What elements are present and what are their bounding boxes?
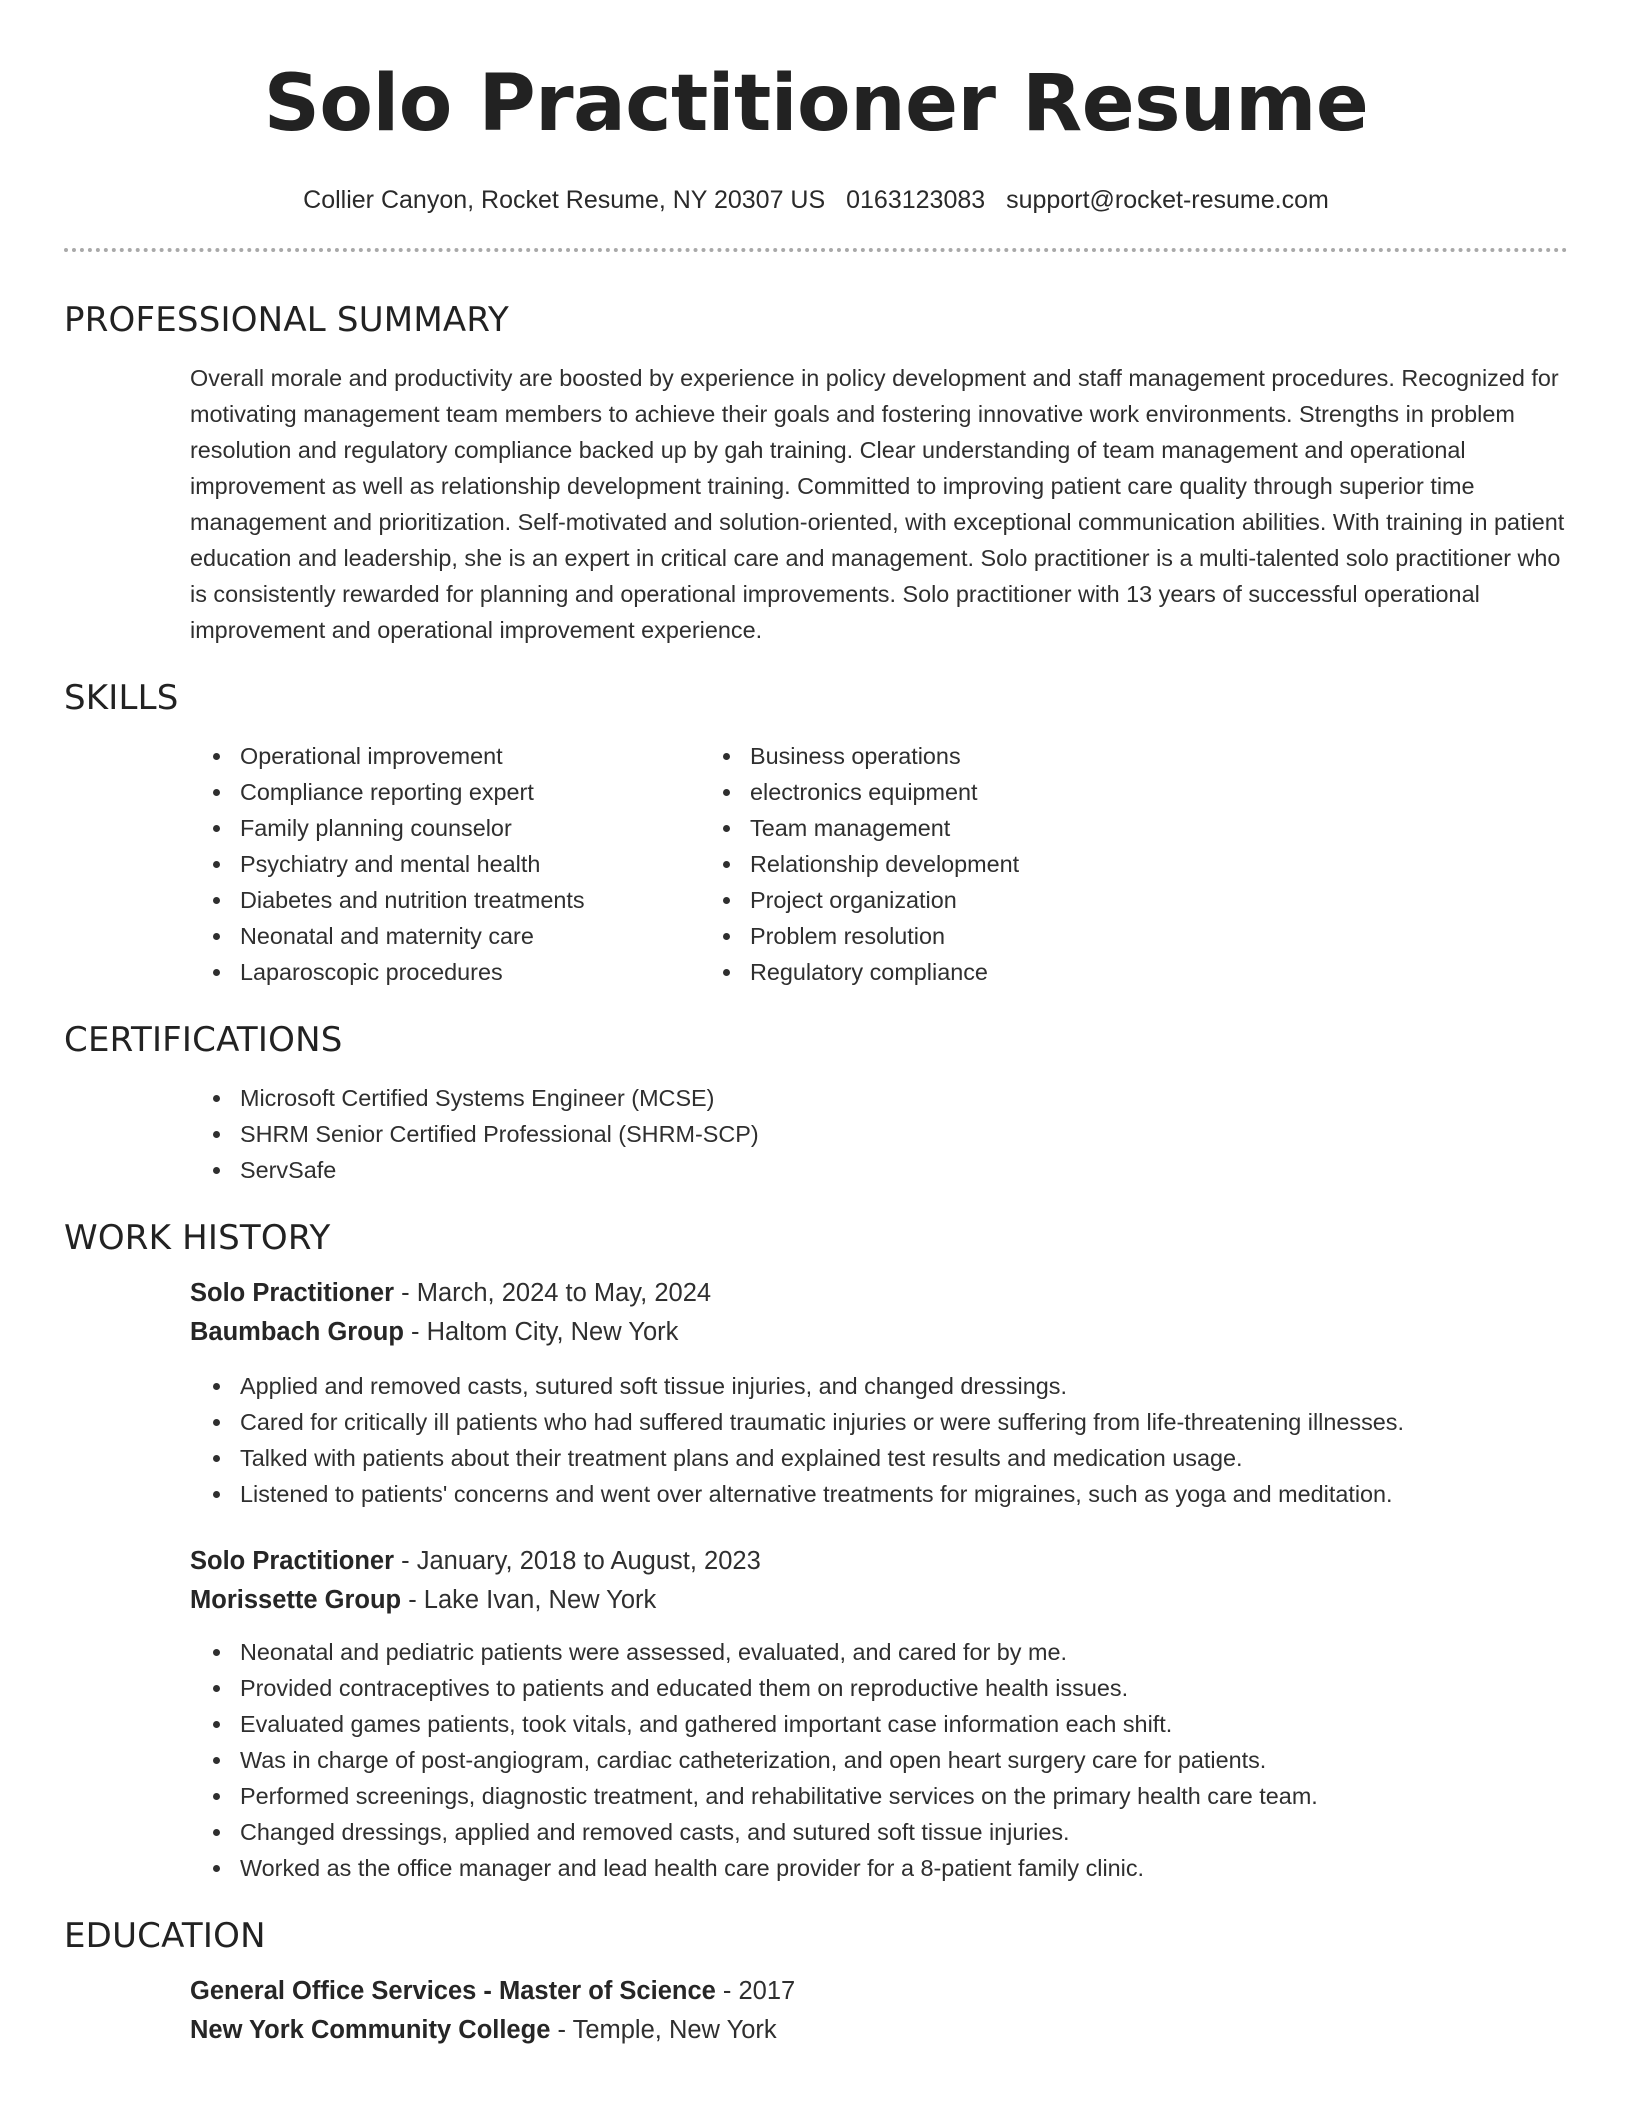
skill-item: • Laparoscopic procedures	[234, 954, 744, 990]
job-bullet: • Provided contraceptives to patients and educated them on reproductive health issues.	[234, 1670, 1568, 1706]
education-degree-line	[190, 1972, 1568, 2011]
summary-heading: PROFESSIONAL SUMMARY	[64, 300, 509, 340]
header-divider	[64, 248, 1568, 252]
job-dates: - March, 2024 to May, 2024	[394, 1279, 712, 1307]
skill-item: • Compliance reporting expert	[234, 774, 744, 810]
certifications-list	[64, 1080, 1568, 1188]
job-bullet: • Applied and removed casts, sutured soft tissue injuries, and changed dressings.	[234, 1368, 1568, 1404]
job-location: - Lake Ivan, New York	[401, 1586, 657, 1614]
contact-address: Collier Canyon, Rocket Resume, NY 20307 US	[303, 186, 826, 214]
job-entry	[64, 1274, 1568, 1512]
job-company-line	[190, 1581, 1568, 1620]
skill-item: • Project organization	[744, 882, 1394, 918]
education-location: - Temple, New York	[550, 2016, 777, 2044]
education-heading: EDUCATION	[64, 1916, 266, 1956]
job-title: Solo Practitioner	[190, 1547, 395, 1575]
job-entry	[64, 1542, 1568, 1886]
education-degree: General Office Services - Master of Science	[190, 1977, 716, 2005]
education-school-line	[190, 2011, 1568, 2050]
job-title-line	[190, 1274, 1568, 1313]
work-history-heading: WORK HISTORY	[64, 1218, 331, 1258]
education-entry	[64, 1972, 1568, 2050]
skill-item: • Diabetes and nutrition treatments	[234, 882, 744, 918]
contact-line	[64, 184, 1568, 216]
summary-text: Overall morale and productivity are boosted by experience in policy development and staff management procedures. Recognized for motivating management team members to achieve their goals and fostering innovative work environments. Strengths in problem resolution and regulatory compliance backed up by gah training. Clear understanding of team management and operational improvement as well as relationship development training. Committed to improving patient care quality through superior time management and prioritization. Self-motivated and solution-oriented, with exceptional communication abilities. With training in patient education and leadership, she is an expert in critical care and management. Solo practitioner is a multi-talented solo practitioner who is consistently rewarded for planning and operational improvements. Solo practitioner with 13 years of successful operational improvement and operational improvement experience.	[190, 365, 1565, 643]
job-dates: - January, 2018 to August, 2023	[394, 1547, 761, 1575]
resume-page	[64, 0, 1568, 2050]
skills-list-right	[744, 738, 1394, 990]
resume-title: Solo Practitioner Resume	[263, 59, 1369, 149]
job-company: Baumbach Group	[190, 1318, 404, 1346]
job-company: Morissette Group	[190, 1586, 402, 1614]
skills-list-left	[64, 738, 744, 990]
skills-heading: SKILLS	[64, 678, 179, 718]
job-bullet: • Performed screenings, diagnostic treatment, and rehabilitative services on the primary health care team.	[234, 1778, 1568, 1814]
skill-item: • Neonatal and maternity care	[234, 918, 744, 954]
job-company-line	[190, 1313, 1568, 1352]
skill-item: • electronics equipment	[744, 774, 1394, 810]
job-bullets	[64, 1634, 1568, 1886]
job-bullet: • Worked as the office manager and lead health care provider for a 8-patient family clinic.	[234, 1850, 1568, 1886]
job-bullet: • Evaluated games patients, took vitals, and gathered important case information each shift.	[234, 1706, 1568, 1742]
job-bullets	[64, 1368, 1568, 1512]
certification-item: • SHRM Senior Certified Professional (SHRM-SCP)	[234, 1116, 1568, 1152]
job-bullet: • Talked with patients about their treatment plans and explained test results and medication usage.	[234, 1440, 1568, 1476]
job-bullet: • Neonatal and pediatric patients were assessed, evaluated, and cared for by me.	[234, 1634, 1568, 1670]
job-bullet: • Changed dressings, applied and removed casts, and sutured soft tissue injuries.	[234, 1814, 1568, 1850]
job-title: Solo Practitioner	[190, 1279, 395, 1307]
skill-item: • Regulatory compliance	[744, 954, 1394, 990]
certification-item: • ServSafe	[234, 1152, 1568, 1188]
certifications-heading: CERTIFICATIONS	[64, 1020, 343, 1060]
skill-item: • Family planning counselor	[234, 810, 744, 846]
skill-item: • Operational improvement	[234, 738, 744, 774]
job-bullet: • Was in charge of post-angiogram, cardiac catheterization, and open heart surgery care for patients.	[234, 1742, 1568, 1778]
skill-item: • Problem resolution	[744, 918, 1394, 954]
skill-item: • Psychiatry and mental health	[234, 846, 744, 882]
job-title-line	[190, 1542, 1568, 1581]
skill-item: • Business operations	[744, 738, 1394, 774]
certification-item: • Microsoft Certified Systems Engineer (MCSE)	[234, 1080, 1568, 1116]
contact-email: support@rocket-resume.com	[1006, 186, 1329, 214]
job-bullet: • Listened to patients' concerns and went over alternative treatments for migraines, such as yoga and meditation.	[234, 1476, 1568, 1512]
skill-item: • Team management	[744, 810, 1394, 846]
education-school: New York Community College	[190, 2016, 551, 2044]
contact-phone: 0163123083	[846, 186, 986, 214]
skill-item: • Relationship development	[744, 846, 1394, 882]
education-year: - 2017	[715, 1977, 796, 2005]
job-location: - Haltom City, New York	[403, 1318, 679, 1346]
job-bullet: • Cared for critically ill patients who had suffered traumatic injuries or were suffering from life-threatening illnesses.	[234, 1404, 1568, 1440]
skills-grid	[64, 738, 1568, 990]
